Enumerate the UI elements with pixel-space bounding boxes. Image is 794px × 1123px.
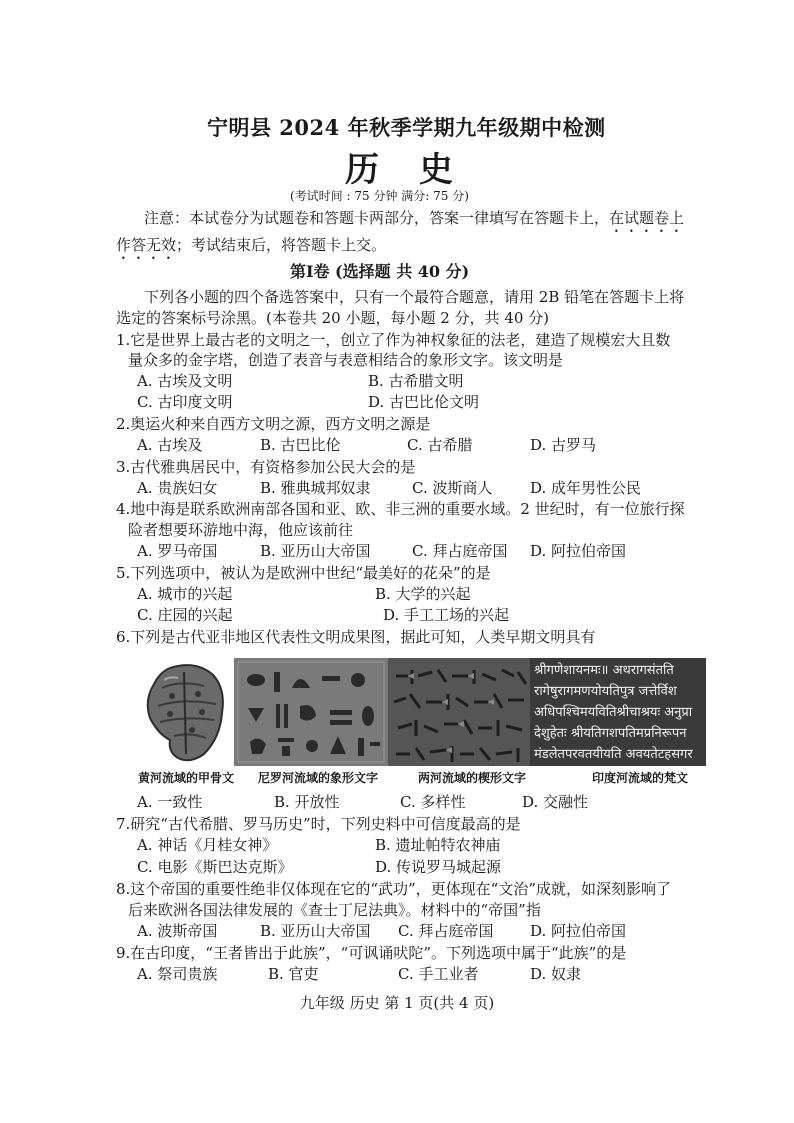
question-8-option-b[interactable]: B. 亚历山大帝国 <box>260 922 371 940</box>
question-2-option-d[interactable]: D. 古罗马 <box>530 436 597 454</box>
question-6-option-d[interactable]: D. 交融性 <box>522 793 589 811</box>
question-9-option-a[interactable]: A. 祭司贵族 <box>137 965 218 983</box>
question-7-option-d[interactable]: D. 传说罗马城起源 <box>375 858 502 876</box>
figure-caption: 尼罗河流域的象形文字 <box>258 771 379 785</box>
figure-caption: 黄河流域的甲骨文 <box>138 771 235 785</box>
sanskrit-manuscript-image <box>530 658 706 766</box>
notice-emphasis: 在试题卷上 <box>609 209 685 227</box>
question-5-option-d[interactable]: D. 手工工场的兴起 <box>383 606 510 624</box>
question-7-option-c[interactable]: C. 电影《斯巴达克斯》 <box>137 858 293 876</box>
question-2-stem: 2.奥运火种来自西方文明之源，西方文明之源是 <box>116 415 431 433</box>
question-8-stem: 后来欧洲各国法律发展的《查士丁尼法典》。材料中的“帝国”指 <box>128 901 541 919</box>
question-4-option-c[interactable]: C. 拜占庭帝国 <box>412 542 508 560</box>
question-3-option-d[interactable]: D. 成年男性公民 <box>530 479 642 497</box>
exam-info: (考试时间 : 75 分钟 满分: 75 分) <box>290 189 469 203</box>
sanskrit-line: मंडलेतपरवतयीयति अवयतेटहसगर <box>534 747 693 762</box>
notice-text: ；考试结束后，将答题卡上交。 <box>176 236 387 254</box>
question-2-option-b[interactable]: B. 古巴比伦 <box>260 436 341 454</box>
question-1-stem: 1.它是世界上最古老的文明之一，创立了作为神权象征的法老，建造了规模宏大且数 <box>116 331 671 349</box>
sanskrit-line: श्रीगणेशायनमः॥ अथरागसंतति <box>534 663 674 678</box>
question-6-option-a[interactable]: A. 一致性 <box>137 793 203 811</box>
subject-title: 历史 <box>345 150 493 190</box>
question-5-stem: 5.下列选项中，被认为是欧洲中世纪“最美好的花朵”的是 <box>116 564 491 582</box>
question-8-option-c[interactable]: C. 拜占庭帝国 <box>398 922 494 940</box>
question-1-option-a[interactable]: A. 古埃及文明 <box>137 372 233 390</box>
section-title: 第Ⅰ卷 (选择题 共 40 分) <box>290 262 470 281</box>
exam-title: 宁明县 2024 年秋季学期九年级期中检测 <box>207 115 606 140</box>
question-9-option-b[interactable]: B. 官吏 <box>268 965 319 983</box>
question-7-option-b[interactable]: B. 遗址帕特农神庙 <box>375 836 501 854</box>
page-footer: 九年级 历史 第 1 页(共 4 页) <box>299 994 495 1012</box>
question-3-option-a[interactable]: A. 贵族妇女 <box>137 479 218 497</box>
oracle-bone-image <box>140 658 228 766</box>
sanskrit-line: रागेषुरागमणयोयतिपुत्र जत्तेर्विश <box>534 684 677 699</box>
question-7-stem: 7.研究“古代希腊、罗马历史”时，下列史料中可信度最高的是 <box>116 815 521 833</box>
question-3-option-b[interactable]: B. 雅典城邦奴隶 <box>260 479 371 497</box>
question-1-stem: 量众多的金字塔，创造了表音与表意相结合的象形文字。该文明是 <box>128 351 564 369</box>
question-2-option-c[interactable]: C. 古希腊 <box>407 436 473 454</box>
question-9-option-c[interactable]: C. 手工业者 <box>398 965 479 983</box>
question-8-stem: 8.这个帝国的重要性绝非仅体现在它的“武功”，更体现在“文治”成就，如深刻影响了 <box>116 880 671 898</box>
notice-emphasis: 作答无效 <box>116 236 177 254</box>
question-5-option-b[interactable]: B. 大学的兴起 <box>375 585 471 603</box>
question-4-stem: 险者想要环游地中海，他应该前往 <box>128 521 354 539</box>
figure-caption: 两河流域的楔形文字 <box>418 771 527 785</box>
question-1-option-c[interactable]: C. 古印度文明 <box>137 393 233 411</box>
section-intro: 选定的答案标号涂黑。(本卷共 20 小题，每小题 2 分，共 40 分) <box>116 309 550 327</box>
notice-line-1 <box>144 208 684 236</box>
question-8-option-a[interactable]: A. 波斯帝国 <box>137 922 218 940</box>
question-4-option-a[interactable]: A. 罗马帝国 <box>137 542 218 560</box>
figure-caption: 印度河流域的梵文 <box>592 771 689 785</box>
question-7-option-a[interactable]: A. 神话《月桂女神》 <box>137 836 278 854</box>
question-5-option-a[interactable]: A. 城市的兴起 <box>137 585 233 603</box>
question-5-option-c[interactable]: C. 庄园的兴起 <box>137 606 233 624</box>
sanskrit-line: अधिपश्चिमयवितिश्रीचाश्रयः अनुप्रा <box>534 705 693 720</box>
question-4-stem: 4.地中海是联系欧洲南部各国和亚、欧、非三洲的重要水域。2 世纪时，有一位旅行探 <box>116 500 685 518</box>
question-2-option-a[interactable]: A. 古埃及 <box>137 436 203 454</box>
question-8-option-d[interactable]: D. 阿拉伯帝国 <box>530 922 627 940</box>
question-6-option-c[interactable]: C. 多样性 <box>400 793 466 811</box>
notice-line-2 <box>116 235 386 263</box>
question-9-option-d[interactable]: D. 奴隶 <box>530 965 582 983</box>
question-4-option-b[interactable]: B. 亚历山大帝国 <box>260 542 371 560</box>
question-6-stem: 6.下列是古代亚非地区代表性文明成果图，据此可知，人类早期文明具有 <box>116 628 596 646</box>
question-3-option-c[interactable]: C. 波斯商人 <box>412 479 493 497</box>
sanskrit-line: देशुहेतः श्रीयतिगशपतिमप्रनिरूपन <box>534 726 687 741</box>
question-1-option-b[interactable]: B. 古希腊文明 <box>368 372 464 390</box>
notice-text: 注意：本试卷分为试题卷和答题卡两部分，答案一律填写在答题卡上， <box>144 209 610 227</box>
question-6-option-b[interactable]: B. 开放性 <box>274 793 340 811</box>
question-3-stem: 3.古代雅典居民中，有资格参加公民大会的是 <box>116 458 416 476</box>
hieroglyph-image <box>234 658 388 766</box>
section-intro: 下列各小题的四个备选答案中，只有一个最符合题意，请用 2B 铅笔在答题卡上将 <box>144 288 685 306</box>
question-1-option-d[interactable]: D. 古巴比伦文明 <box>368 393 480 411</box>
cuneiform-image <box>388 658 530 766</box>
question-9-stem: 9.在古印度，“王者皆出于此族”，“可讽诵吠陀”。下列选项中属于“此族”的是 <box>116 944 627 962</box>
question-4-option-d[interactable]: D. 阿拉伯帝国 <box>530 542 627 560</box>
